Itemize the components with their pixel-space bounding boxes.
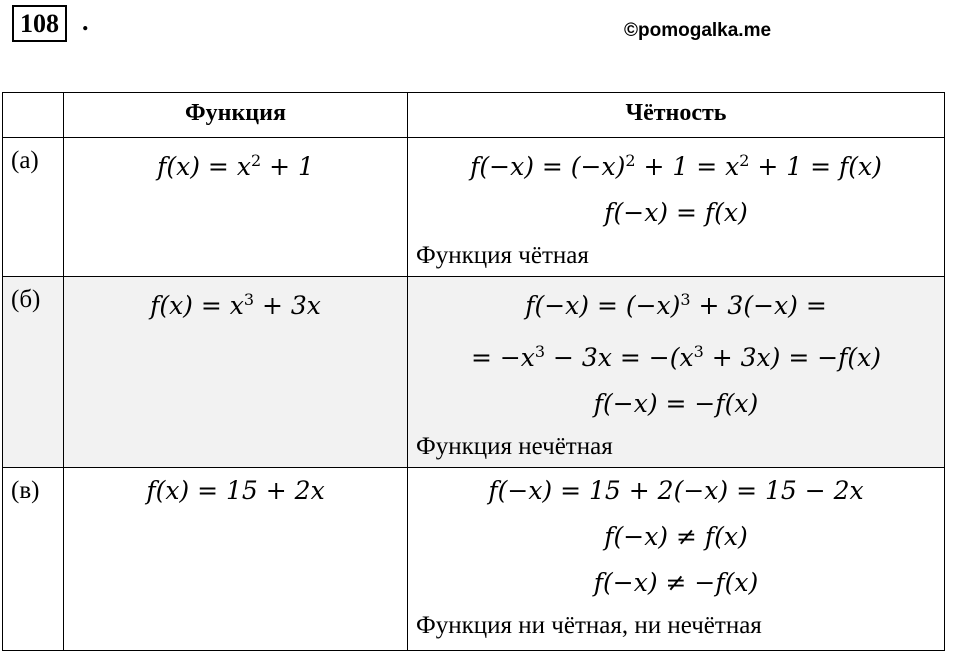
parity-line: f(−x) ≠ f(x) bbox=[604, 522, 748, 551]
function-cell bbox=[64, 468, 408, 651]
function-cell bbox=[64, 277, 408, 468]
parity-verdict: Функция нечётная bbox=[416, 433, 613, 460]
watermark: ©pomogalka.me bbox=[624, 20, 772, 41]
parity-line: f(−x) ≠ −f(x) bbox=[593, 568, 759, 597]
row-label: (а) bbox=[3, 138, 64, 277]
table-row bbox=[3, 138, 945, 277]
parity-cell bbox=[408, 138, 945, 277]
header-function: Функция bbox=[64, 93, 408, 138]
parity-cell bbox=[408, 277, 945, 468]
function-formula: f(x) = 15 + 2x bbox=[146, 476, 325, 505]
parity-line: f(−x) = −f(x) bbox=[593, 389, 759, 418]
parity-table bbox=[2, 92, 945, 651]
parity-verdict: Функция чётная bbox=[416, 242, 589, 269]
function-formula: $f(x) = x^2 + 1$ bbox=[157, 151, 314, 181]
function-formula: $f(x) = x^3 + 3x$ bbox=[150, 290, 321, 320]
parity-line: $f(-x) = (-x)^2 + 1 = x^2 + 1 = f(x)$ bbox=[470, 151, 882, 181]
table-header-row bbox=[3, 93, 945, 138]
function-cell bbox=[64, 138, 408, 277]
header-empty bbox=[3, 93, 64, 138]
table-row bbox=[3, 277, 945, 468]
parity-cell bbox=[408, 468, 945, 651]
header-parity: Чётность bbox=[408, 93, 945, 138]
parity-line: = $-x^3 - 3x = -(x^3 + 3x) = -f(x)$ bbox=[470, 342, 882, 372]
table-row bbox=[3, 468, 945, 651]
parity-line: f(−x) = 15 + 2(−x) = 15 − 2x bbox=[488, 476, 864, 505]
problem-number: 108 bbox=[12, 5, 67, 42]
parity-line: f(−x) = f(x) bbox=[604, 198, 748, 227]
parity-verdict: Функция ни чётная, ни нечётная bbox=[416, 612, 762, 639]
row-label: (б) bbox=[3, 277, 64, 468]
row-label: (в) bbox=[3, 468, 64, 651]
parity-line: $f(-x) = (-x)^3 + 3(-x)$ = bbox=[525, 290, 827, 320]
problem-number-dot: . bbox=[82, 7, 89, 36]
